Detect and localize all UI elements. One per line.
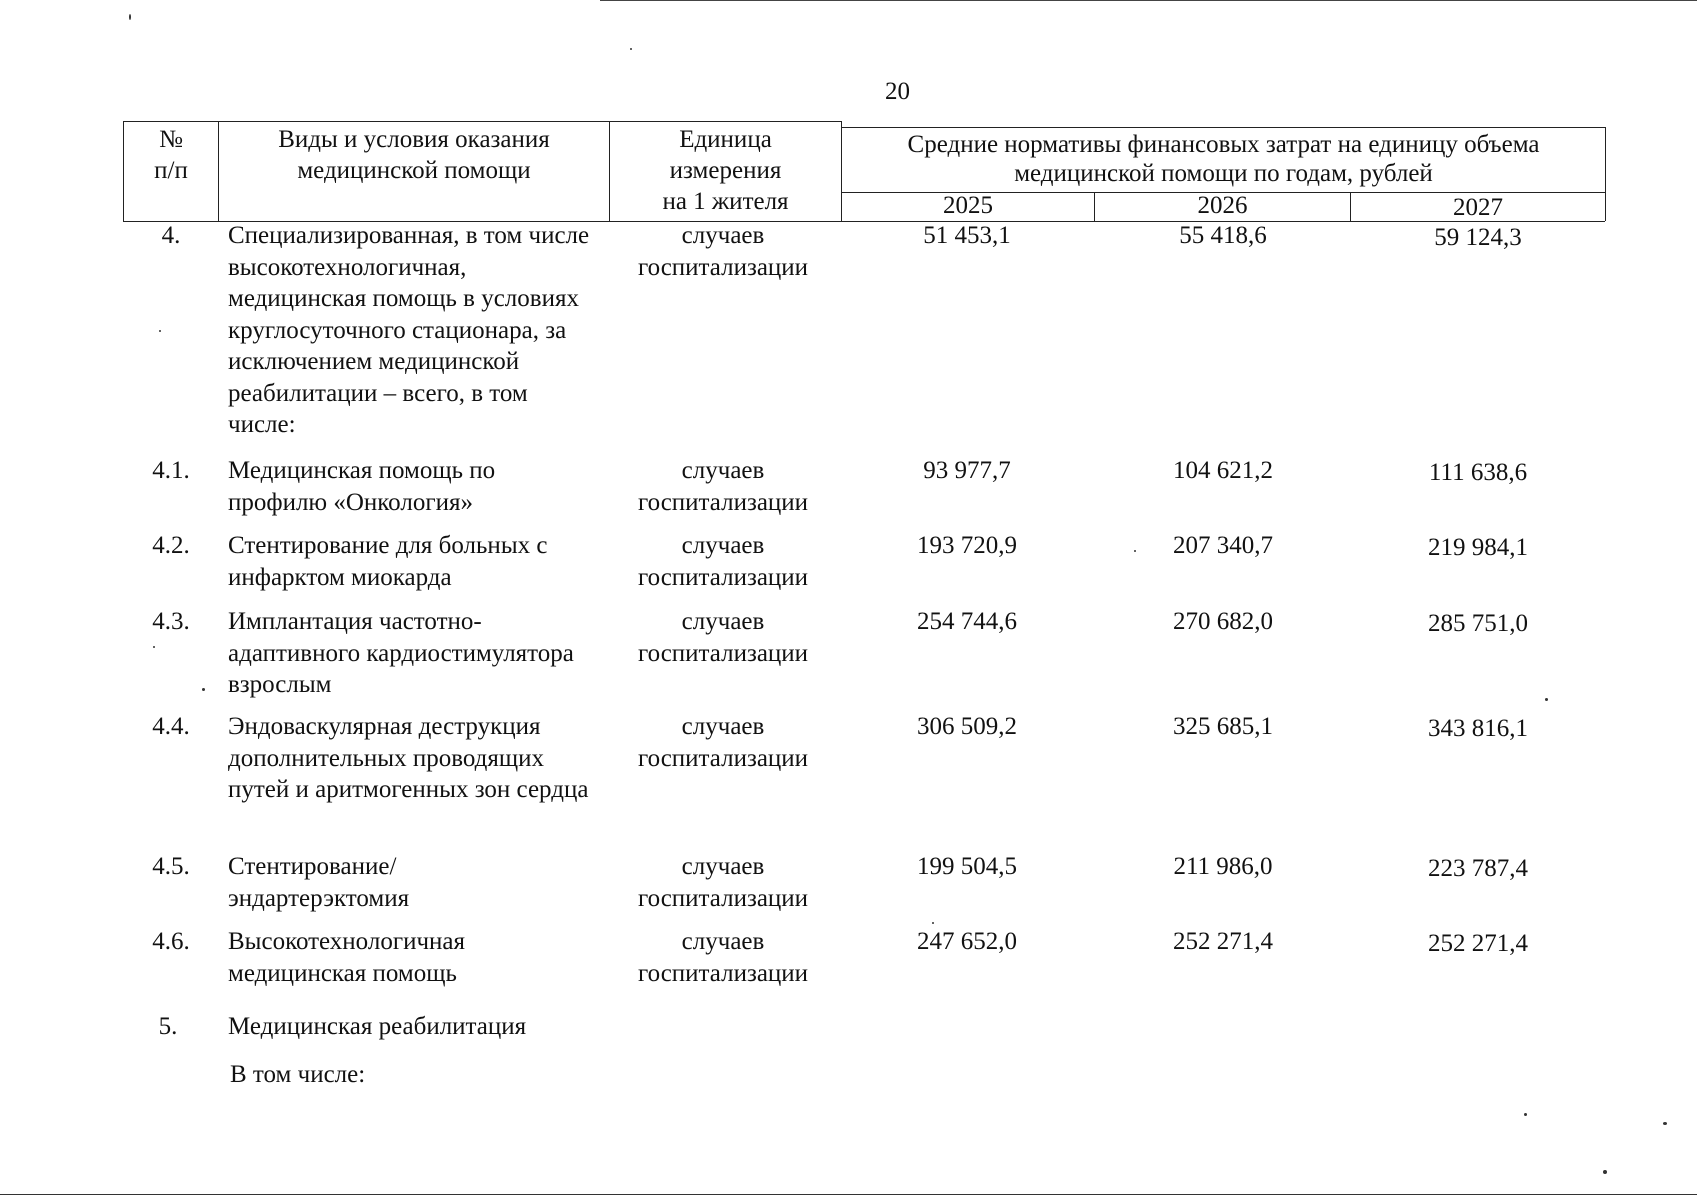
row-value-2026: 55 418,6 (1179, 222, 1267, 249)
row-value-2025: 254 744,6 (917, 608, 1017, 635)
scan-speck (129, 14, 131, 20)
header-year-2025: 2025 (943, 192, 993, 219)
row-value-2025: 199 504,5 (917, 853, 1017, 880)
row-value-2025: 193 720,9 (917, 532, 1017, 559)
scan-speck (1663, 1122, 1667, 1125)
row-unit-line: госпитализации (637, 488, 809, 516)
row-name: В том числе: (230, 1061, 366, 1088)
scan-speck (932, 922, 934, 924)
header-right-border (1605, 127, 1606, 221)
header-group (842, 129, 1605, 189)
row-name: Высокотехнологичная медицинская помощь (228, 928, 466, 987)
row-value-2026: 211 986,0 (1173, 853, 1273, 880)
header-group-line: Средние нормативы финансовых затрат на единицу объема (907, 131, 1540, 158)
row-value-2025: 93 977,7 (923, 457, 1011, 484)
row-number: 5. (158, 1013, 178, 1040)
scan-bottom-edge-line (0, 1194, 1697, 1195)
row-unit (612, 851, 834, 914)
row-unit-line: случаев (681, 853, 765, 880)
row-value-2026: 104 621,2 (1173, 457, 1273, 484)
row-value-2027: 223 787,4 (1428, 855, 1528, 882)
header-unit-line: Единица (679, 126, 772, 153)
row-value-2026: 252 271,4 (1173, 928, 1273, 955)
row-unit-line: случаев (681, 928, 765, 955)
header-year-2027: 2027 (1453, 194, 1503, 221)
row-value-2025: 306 509,2 (917, 713, 1017, 740)
header-unit-line: измерения (669, 157, 782, 184)
row-value-2026: 207 340,7 (1173, 532, 1273, 559)
row-unit-line: госпитализации (637, 884, 809, 912)
header-unit-line: на 1 жителя (662, 188, 789, 215)
row-number: 4.5. (152, 853, 190, 880)
scan-top-edge-line (600, 0, 1697, 1)
row-value-2027: 343 816,1 (1428, 715, 1528, 742)
row-value-2025: 247 652,0 (917, 928, 1017, 955)
scan-speck (202, 688, 205, 691)
row-number: 4.3. (152, 608, 190, 635)
header-num-line: п/п (154, 157, 188, 184)
row-unit-line: госпитализации (637, 959, 809, 987)
row-name: Стентирование для больных с инфарктом миокарда (228, 532, 548, 591)
row-value-2027: 111 638,6 (1428, 459, 1528, 486)
row-unit-line: госпитализации (637, 744, 809, 772)
row-value-2025: 51 453,1 (923, 222, 1011, 249)
row-number: 4. (161, 222, 181, 249)
scan-speck (1545, 698, 1548, 701)
header-group-line: медицинской помощи по годам, рублей (1014, 160, 1433, 187)
header-top-border (841, 127, 1605, 128)
row-unit (612, 606, 834, 669)
row-unit-line: госпитализации (637, 253, 809, 281)
row-unit-line: случаев (681, 222, 765, 249)
row-unit (612, 530, 834, 593)
row-number: 4.1. (152, 457, 190, 484)
row-name: Стентирование/ эндартерэктомия (228, 853, 410, 912)
row-value-2026: 270 682,0 (1173, 608, 1273, 635)
row-unit-line: случаев (681, 608, 765, 635)
row-number: 4.6. (152, 928, 190, 955)
row-unit (612, 926, 834, 989)
row-value-2027: 285 751,0 (1428, 610, 1528, 637)
header-num (124, 124, 218, 186)
scan-speck (1603, 1170, 1607, 1174)
row-unit (612, 220, 834, 283)
row-unit-line: случаев (681, 457, 765, 484)
row-value-2027: 59 124,3 (1434, 224, 1522, 251)
row-unit-line: госпитализации (637, 639, 809, 667)
row-name: Имплантация частотно-адаптивного кардиостимулятора взрослым (228, 608, 574, 698)
header-num-line: № (159, 126, 183, 153)
header-name-line: медицинской помощи (297, 157, 531, 184)
header-name (219, 124, 609, 186)
scan-speck (630, 48, 632, 50)
scan-speck (159, 330, 161, 332)
row-value-2027: 252 271,4 (1428, 930, 1528, 957)
row-value-2026: 325 685,1 (1173, 713, 1273, 740)
row-unit-line: госпитализации (637, 563, 809, 591)
row-unit-line: случаев (681, 532, 765, 559)
row-number: 4.4. (152, 713, 190, 740)
row-value-2027: 219 984,1 (1428, 534, 1528, 561)
row-unit-line: случаев (681, 713, 765, 740)
row-name: Эндоваскулярная деструкция дополнительных проводящих путей и аритмогенных зон сердца (228, 713, 589, 803)
row-unit (612, 455, 834, 518)
header-top-border (123, 121, 841, 122)
header-name-line: Виды и условия оказания (278, 126, 550, 153)
scan-speck (153, 646, 155, 648)
header-unit (610, 124, 841, 217)
row-name: Специализированная, в том числе высокотехнологичная, медицинская помощь в условиях круглосуточного стационара, за исключением медицинской реабилитации – всего, в том числе: (228, 222, 590, 438)
row-number: 4.2. (152, 532, 190, 559)
header-year-2026: 2026 (1197, 192, 1248, 219)
row-name: Медицинская реабилитация (228, 1013, 527, 1040)
scan-speck (1524, 1113, 1527, 1116)
row-unit (612, 711, 834, 774)
page-number: 20 (885, 78, 910, 105)
row-name: Медицинская помощь по профилю «Онкология» (228, 457, 496, 516)
